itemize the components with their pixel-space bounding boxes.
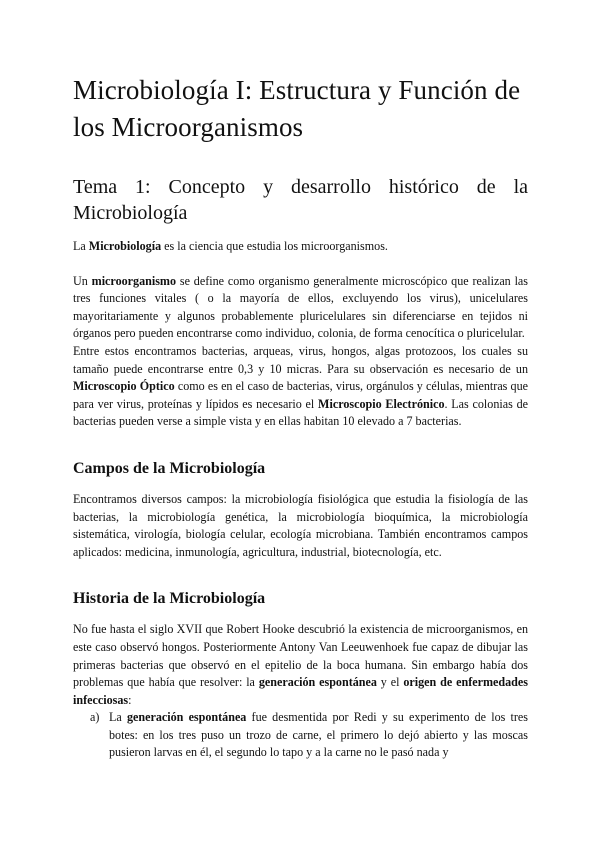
document-page: [73, 72, 528, 762]
entre-paragraph: Entre estos encontramos bacterias, arqueas, virus, hongos, algas protozoos, los cuales su tamaño puede encontrarse entre 0,3 y 10 micras. Para su observación es necesario de un Microscopio Óptico como es en el caso de bacterias, virus, orgánulos y células, mientras que para ver virus, proteínas y lípidos es necesario el Microscopio Electrónico. Las colonias de bacterias pueden verse a simple vista y en ellas habitan 10 elevado a 7 bacterias.: [73, 343, 528, 429]
list-item: a) La generación espontánea fue desmentida por Redi y su experimento de los tres botes: en los tres puso un trozo de carne, el primero lo dejó abierto y las moscas pusieron larvas en él, el segundo lo tapo y a la carne no le pasó nada y: [90, 710, 528, 760]
campos-heading: Campos de la Microbiología: [73, 459, 266, 477]
document-title: Microbiología I: Estructura y Función de los Microorganismos: [73, 75, 521, 142]
campos-paragraph: Encontramos diversos campos: la microbiología fisiológica que estudia la fisiología de las bacterias, la microbiología genética, la microbiología bioquímica, la microbiología sistemática, virología, biología celular, ecología microbiana. También encontramos campos aplicados: medicina, inmunología, agricultura, industrial, biotecnología, etc.: [73, 491, 528, 559]
historia-list: [73, 709, 528, 762]
microorganismo-paragraph: Un microorganismo se define como organismo generalmente microscópico que realizan las tres funciones vitales ( o la mayoría de ellos, excluyendo los virus), unicelulares mayoritariamente y algunos probablemente pluricelulares sin diferenciarse en tejidos ni órganos pero pueden encontrarse como individuo, colonia, de forma cenocítica o pluricelular.: [73, 273, 528, 341]
definition-paragraph: La Microbiología es la ciencia que estudia los microorganismos.: [73, 239, 388, 253]
tema1-heading: Tema 1: Concepto y desarrollo histórico de la Microbiología: [73, 176, 528, 224]
list-marker: a): [90, 710, 100, 725]
historia-heading: Historia de la Microbiología: [73, 590, 266, 608]
historia-paragraph: No fue hasta el siglo XVII que Robert Hooke descubrió la existencia de microorganismos, en este caso observó hongos. Posteriormente Antony Van Leeuwenhoek fue capaz de dibujar las primeras bacterias que observó en el epitelio de la boca humana. Sin embargo había dos problemas que había que resolver: la generación espontánea y el origen de enfermedades infecciosas:: [73, 622, 528, 707]
